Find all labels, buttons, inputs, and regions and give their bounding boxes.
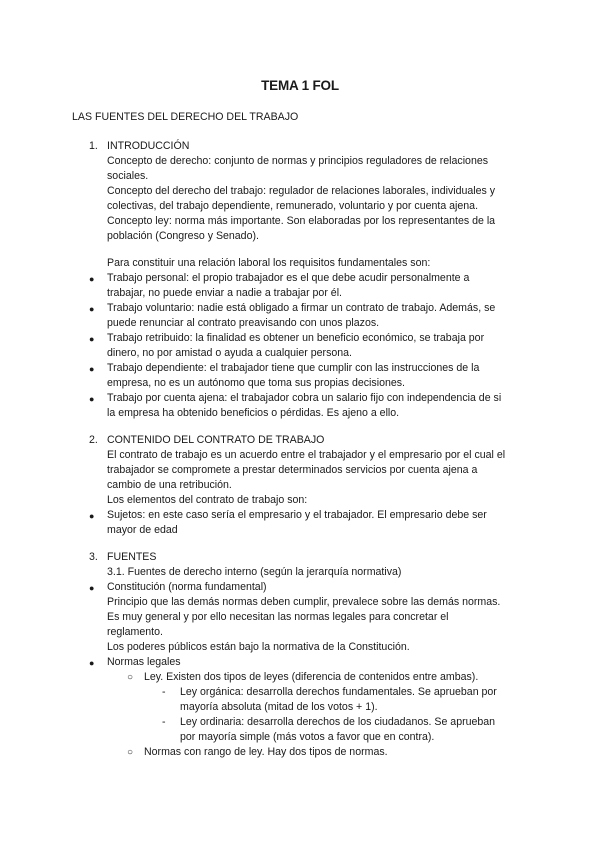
bullet-icon: ●	[89, 658, 95, 668]
circle-bullet-icon: ○	[127, 672, 134, 683]
list-item: mayor de edad	[107, 524, 178, 536]
list-item: Trabajo personal: el propio trabajador es el que debe acudir personalmente a	[107, 272, 470, 284]
s1-intro: Para constituir una relación laboral los requisitos fundamentales son:	[107, 257, 431, 269]
s1-line: población (Congreso y Senado).	[107, 230, 259, 242]
list-item: dinero, no por amistad o ayuda a cualquier persona.	[107, 347, 352, 359]
s3-line: reglamento.	[107, 626, 163, 638]
list-item: puede renunciar al contrato preavisando con unos plazos.	[107, 317, 380, 329]
s3-line: Los poderes públicos están bajo la normativa de la Constitución.	[107, 641, 410, 653]
list-item: por mayoría simple (más votos a favor que en contra).	[180, 731, 435, 743]
section-3-heading: FUENTES	[107, 551, 157, 563]
s1-line: colectivas, del trabajo dependiente, remunerado, voluntario y por cuenta ajena.	[107, 200, 479, 212]
list-item: Normas legales	[107, 656, 181, 668]
list-item: Trabajo dependiente: el trabajador tiene que cumplir con las instrucciones de la	[107, 362, 480, 374]
list-item: Ley ordinaria: desarrolla derechos de los ciudadanos. Se aprueban	[180, 716, 496, 728]
list-item: Normas con rango de ley. Hay dos tipos de normas.	[144, 746, 388, 758]
dash-bullet-icon: -	[162, 686, 166, 698]
s1-line: sociales.	[107, 170, 149, 182]
list-item: mayoría absoluta (mitad de los votos + 1).	[180, 701, 378, 713]
dash-bullet-icon: -	[162, 716, 166, 728]
s1-line: Concepto del derecho del trabajo: regulador de relaciones laborales, individuales y	[107, 185, 496, 197]
page-title: TEMA 1 FOL	[261, 78, 339, 93]
s1-line: Concepto de derecho: conjunto de normas y principios reguladores de relaciones	[107, 155, 489, 167]
list-item: Ley orgánica: desarrolla derechos fundamentales. Se aprueban por	[180, 686, 497, 698]
bullet-icon: ●	[89, 304, 95, 314]
list-item: Trabajo voluntario: nadie está obligado a firmar un contrato de trabajo. Además, se	[107, 302, 496, 314]
list-item: empresa, no es un autónomo que toma sus propias decisiones.	[107, 377, 405, 389]
bullet-icon: ●	[89, 583, 95, 593]
bullet-icon: ●	[89, 511, 95, 521]
bullet-icon: ●	[89, 394, 95, 404]
s2-line: cambio de una retribución.	[107, 479, 232, 491]
bullet-icon: ●	[89, 274, 95, 284]
s2-line: Los elementos del contrato de trabajo son:	[107, 494, 308, 506]
s3-line: Principio que las demás normas deben cumplir, prevalece sobre las demás normas.	[107, 596, 501, 608]
bullet-icon: ●	[89, 364, 95, 374]
list-item: Trabajo retribuido: la finalidad es obtener un beneficio económico, se trabaja por	[107, 332, 485, 344]
section-3-number: 3.	[89, 551, 98, 563]
s2-line: El contrato de trabajo es un acuerdo entre el trabajador y el empresario por el cual el	[107, 449, 506, 461]
s1-line: Concepto ley: norma más importante. Son elaboradas por los representantes de la	[107, 215, 496, 227]
list-item: Ley. Existen dos tipos de leyes (diferencia de contenidos entre ambas).	[144, 671, 479, 683]
bullet-icon: ●	[89, 334, 95, 344]
section-1-heading: INTRODUCCIÓN	[107, 140, 190, 152]
list-item: Trabajo por cuenta ajena: el trabajador cobra un salario fijo con independencia de si	[107, 392, 502, 404]
list-item: Constitución (norma fundamental)	[107, 581, 267, 593]
list-item: la empresa ha obtenido beneficios o pérdidas. Es ajeno a ello.	[107, 407, 400, 419]
section-2-heading: CONTENIDO DEL CONTRATO DE TRABAJO	[107, 434, 325, 446]
section-2-number: 2.	[89, 434, 98, 446]
section-1-number: 1.	[89, 140, 98, 152]
subtitle: LAS FUENTES DEL DERECHO DEL TRABAJO	[72, 111, 299, 123]
list-item: Sujetos: en este caso sería el empresario y el trabajador. El empresario debe ser	[107, 509, 487, 521]
s3-subheading: 3.1. Fuentes de derecho interno (según la jerarquía normativa)	[107, 566, 402, 578]
list-item: trabajar, no puede enviar a nadie a trabajar por él.	[107, 287, 342, 299]
s2-line: trabajador se compromete a prestar determinados servicios por cuenta ajena a	[107, 464, 478, 476]
circle-bullet-icon: ○	[127, 747, 134, 758]
s3-line: Es muy general y por ello necesitan las normas legales para concretar el	[107, 611, 449, 623]
